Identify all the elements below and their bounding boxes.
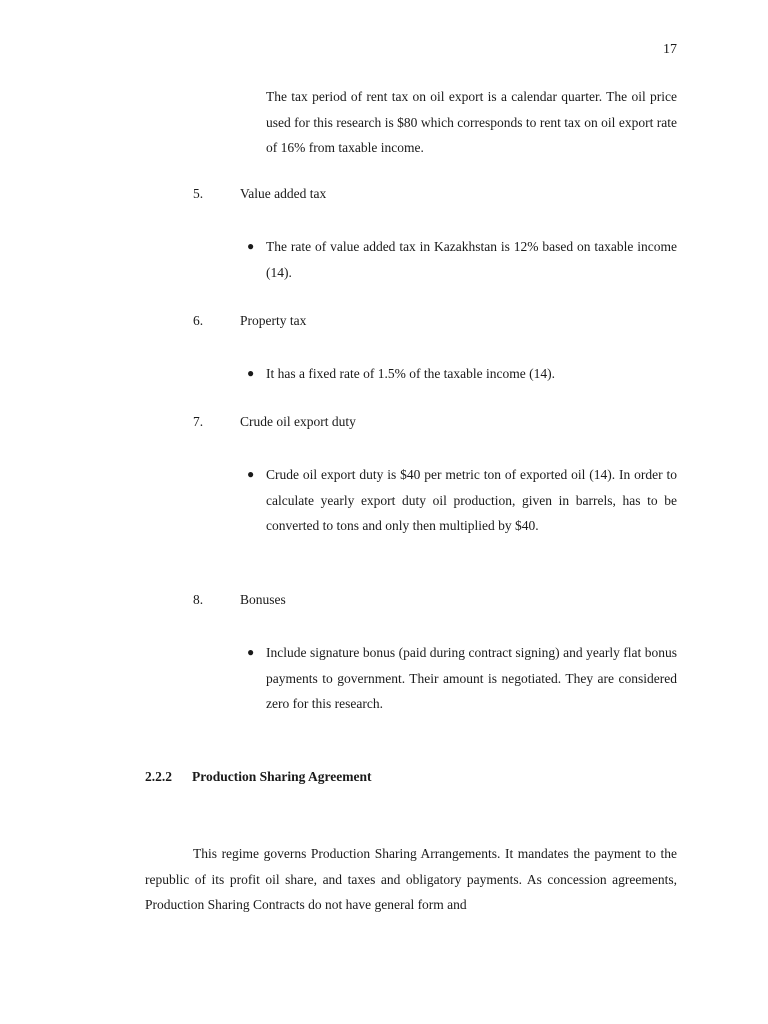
section-title: Production Sharing Agreement [192,769,372,784]
bullet-crude-oil-export-duty [247,462,677,539]
body-paragraph: This regime governs Production Sharing Arrangements. It mandates the payment to the republic of its profit oil share, and taxes and obligatory payments. As concession agreements, Production Sharing Contracts do not have general form and [145,846,677,912]
list-item-title: Value added tax [240,186,327,201]
bullet-text: Crude oil export duty is $40 per metric ton of exported oil (14). In order to calculate yearly export duty oil production, given in barrels, has to be converted to tons and only then multiplied by $40. [266,467,677,533]
bullet-icon: ● [247,366,255,380]
list-item-number: 6. [193,313,204,328]
bullet-text: Include signature bonus (paid during contract signing) and yearly flat bonus payments to government. Their amount is negotiated. They are considered zero for this research. [266,645,677,711]
bullet-property-tax [247,361,677,387]
bullet-icon: ● [247,645,255,659]
list-item-number: 7. [193,414,204,429]
list-item-title: Property tax [240,313,307,328]
bullet-bonuses [247,640,677,717]
list-item-title: Bonuses [240,592,286,607]
intro-paragraph: The tax period of rent tax on oil export is a calendar quarter. The oil price used for this research is $80 which corresponds to rent tax on oil export rate of 16% from taxable income. [266,89,677,155]
section-number: 2.2.2 [145,769,172,784]
page-number: 17 [663,42,677,57]
list-item-property-tax [193,313,306,329]
bullet-icon: ● [247,467,255,481]
list-item-title: Crude oil export duty [240,414,356,429]
bullet-icon: ● [247,239,255,253]
list-item-crude-oil-export-duty [193,414,356,430]
bullet-value-added-tax [247,234,677,285]
list-item-bonuses [193,592,286,608]
list-item-value-added-tax [193,186,326,202]
section-heading [145,769,372,785]
list-item-number: 8. [193,592,204,607]
list-item-number: 5. [193,186,204,201]
bullet-text: It has a fixed rate of 1.5% of the taxable income (14). [266,366,556,381]
bullet-text: The rate of value added tax in Kazakhstan is 12% based on taxable income (14). [266,239,677,280]
